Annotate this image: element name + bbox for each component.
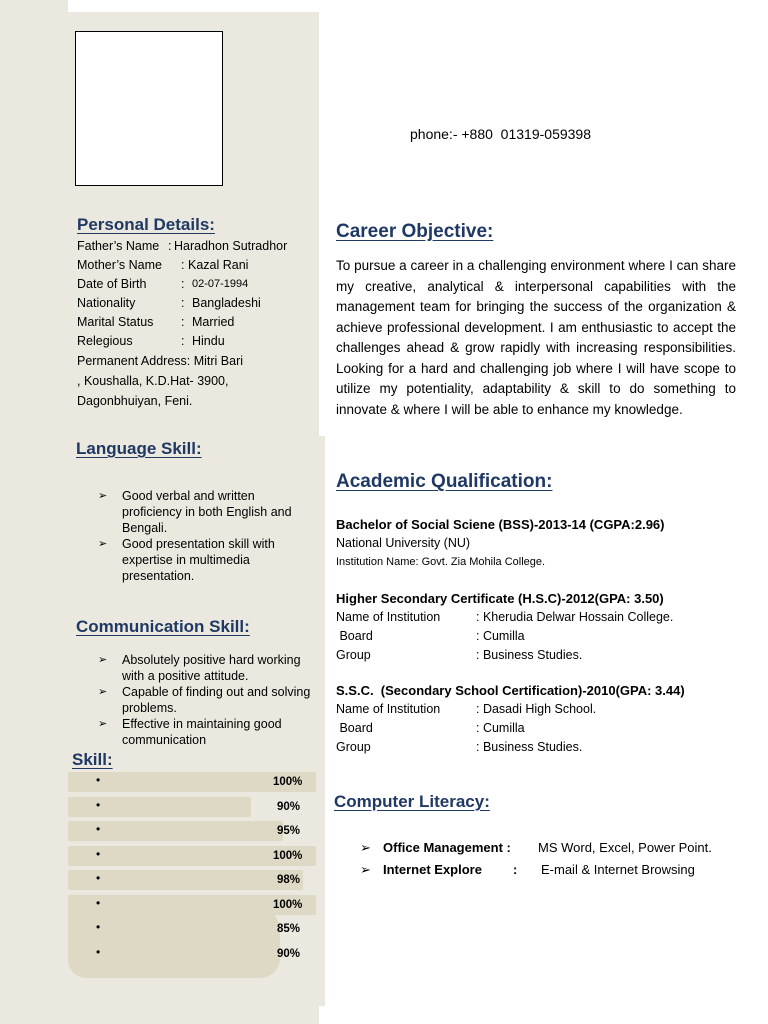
address-line-2: , Koushalla, K.D.Hat- 3900, <box>77 374 229 388</box>
pd-value: Kazal Rani <box>188 258 249 272</box>
personal-details-list <box>77 237 317 351</box>
skill-bar-row <box>68 797 316 817</box>
sidebar-tab <box>0 0 68 12</box>
pd-colon: : <box>181 258 185 272</box>
edu-institution: Institution Name: Govt. Zia Mohila College. <box>336 556 546 568</box>
edu-title: S.S.C. (Secondary School Certification)-2010(GPA: 3.44) <box>336 683 685 698</box>
skill-bar-row <box>68 944 316 964</box>
pd-label: Mother’s Name <box>77 258 162 272</box>
address-line-3: Dagonbhuiyan, Feni. <box>77 394 193 408</box>
edu-bss <box>336 515 736 572</box>
pd-colon: : <box>181 296 185 310</box>
pd-colon: : <box>181 315 185 329</box>
pd-label: Date of Birth <box>77 277 147 291</box>
skill-bar-fill <box>68 821 283 841</box>
edu-title: Higher Secondary Certificate (H.S.C)-2012(GPA: 3.50) <box>336 591 664 606</box>
edu-label: Board <box>336 629 373 643</box>
edu-value: : Business Studies. <box>476 648 583 662</box>
address-line-1: Permanent Address: Mitri Bari <box>77 354 244 368</box>
skill-percent: 100% <box>273 849 303 862</box>
skill-percent: 100% <box>273 898 303 911</box>
career-objective-heading: Career Objective: <box>336 221 494 242</box>
pd-value: Hindu <box>192 334 225 348</box>
edu-label: Name of Institution <box>336 610 441 624</box>
phone-number: phone:- +880 01319-059398 <box>410 126 591 142</box>
academic-heading: Academic Qualification: <box>336 471 553 492</box>
pd-row-marital <box>77 313 317 332</box>
communication-skill-heading: Communication Skill: <box>76 617 250 636</box>
computer-colon: : <box>513 862 518 877</box>
pd-row-dob <box>77 275 317 294</box>
edu-value: : Dasadi High School. <box>476 702 597 716</box>
skill-bar-fill <box>68 870 303 890</box>
list-item: ➢ Effective in maintaining good communication <box>98 716 313 748</box>
skill-percent: 98% <box>277 874 301 886</box>
pd-colon: : <box>168 239 172 253</box>
edu-row <box>336 646 736 665</box>
skill-bar-row <box>68 772 316 792</box>
computer-literacy-heading: Computer Literacy: <box>334 792 490 811</box>
list-item: ➢ Capable of finding out and solving problems. <box>98 684 313 716</box>
skill-bullet: • <box>96 895 101 910</box>
pd-row-religion <box>77 332 317 351</box>
edu-row <box>336 608 736 627</box>
list-item: ➢ Absolutely positive hard working with a positive attitude. <box>98 652 313 684</box>
edu-value: : Business Studies. <box>476 740 583 754</box>
language-skill-list <box>98 488 303 584</box>
list-item: ➢ Good presentation skill with expertise in multimedia presentation. <box>98 536 303 584</box>
pd-value: Haradhon Sutradhor <box>174 239 288 253</box>
edu-label: Board <box>336 721 373 735</box>
skill-bullet: • <box>96 846 101 861</box>
edu-university: National University (NU) <box>336 536 471 550</box>
edu-row <box>336 738 736 757</box>
edu-row <box>336 627 736 646</box>
edu-value: : Cumilla <box>476 629 525 643</box>
skill-percent: 85% <box>277 923 301 935</box>
edu-ssc <box>336 681 736 757</box>
skill-bar-row <box>68 870 316 890</box>
pd-row-mother <box>77 256 317 275</box>
edu-value: : Kherudia Delwar Hossain College. <box>476 610 674 624</box>
arrow-bullet-icon: ➢ <box>360 862 371 877</box>
skill-bullet: • <box>96 797 101 812</box>
pd-label: Relegious <box>77 334 133 348</box>
pd-colon: : <box>181 277 185 291</box>
skill-bar-row <box>68 821 316 841</box>
skill-bullet: • <box>96 822 101 836</box>
pd-row-nationality <box>77 294 317 313</box>
pd-label: Nationality <box>77 296 136 310</box>
career-objective-text: To pursue a career in a challenging environment where I can share my creative, analytical & interpersonal capabilities with the management team for bringing the success of the organization & achieve professional development. I am enthusiastic to accept the challenges ahead & grow rapidly with increasing responsibilities. Looking for a hard and challenging job where I will have scope to utilize my potentiality, adaptability & skill to do something to innovate & where I will be able to enhance my knowledge. <box>336 258 736 417</box>
personal-details-heading: Personal Details: <box>77 215 215 234</box>
edu-hsc <box>336 589 736 665</box>
skill-heading: Skill: <box>72 750 113 769</box>
computer-value: MS Word, Excel, Power Point. <box>538 840 712 855</box>
pd-row-father <box>77 237 317 256</box>
communication-skill-list <box>98 652 313 748</box>
pd-value: Married <box>192 315 235 329</box>
edu-label: Group <box>336 648 371 662</box>
list-item: ➢ Good verbal and written proficiency in both English and Bengali. <box>98 488 303 536</box>
skill-bullet: • <box>96 944 101 959</box>
skill-percent: 90% <box>277 947 301 960</box>
pd-label: Father’s Name <box>77 239 160 253</box>
skill-bar-row <box>68 846 316 866</box>
photo-placeholder <box>75 31 223 186</box>
skill-bullet: • <box>96 773 101 787</box>
computer-value: E-mail & Internet Browsing <box>541 862 695 877</box>
edu-row <box>336 719 736 738</box>
edu-row <box>336 700 736 719</box>
skill-bullet: • <box>96 871 101 885</box>
skill-percent: 90% <box>277 800 301 813</box>
arrow-bullet-icon: ➢ <box>360 840 371 855</box>
pd-colon: : <box>181 334 185 348</box>
computer-label: Internet Explore <box>383 862 482 877</box>
skill-bar-row <box>68 895 316 915</box>
edu-label: Group <box>336 740 371 754</box>
skill-percent: 100% <box>273 776 303 788</box>
edu-value: : Cumilla <box>476 721 525 735</box>
pd-value: 02-07-1994 <box>192 278 249 290</box>
computer-row-internet <box>360 862 740 882</box>
skill-bar-row <box>68 919 316 939</box>
edu-label: Name of Institution <box>336 702 441 716</box>
skill-bullet: • <box>96 920 101 934</box>
skill-bars <box>68 772 318 972</box>
sidebar-edge <box>319 436 325 1006</box>
language-skill-heading: Language Skill: <box>76 439 202 458</box>
permanent-address <box>77 351 317 411</box>
computer-label: Office Management : <box>383 840 511 855</box>
edu-title: Bachelor of Social Sciene (BSS)-2013-14 (CGPA:2.96) <box>336 517 665 532</box>
computer-row-office <box>360 840 740 860</box>
pd-label: Marital Status <box>77 315 154 329</box>
skill-percent: 95% <box>277 825 301 837</box>
pd-value: Bangladeshi <box>192 296 261 310</box>
